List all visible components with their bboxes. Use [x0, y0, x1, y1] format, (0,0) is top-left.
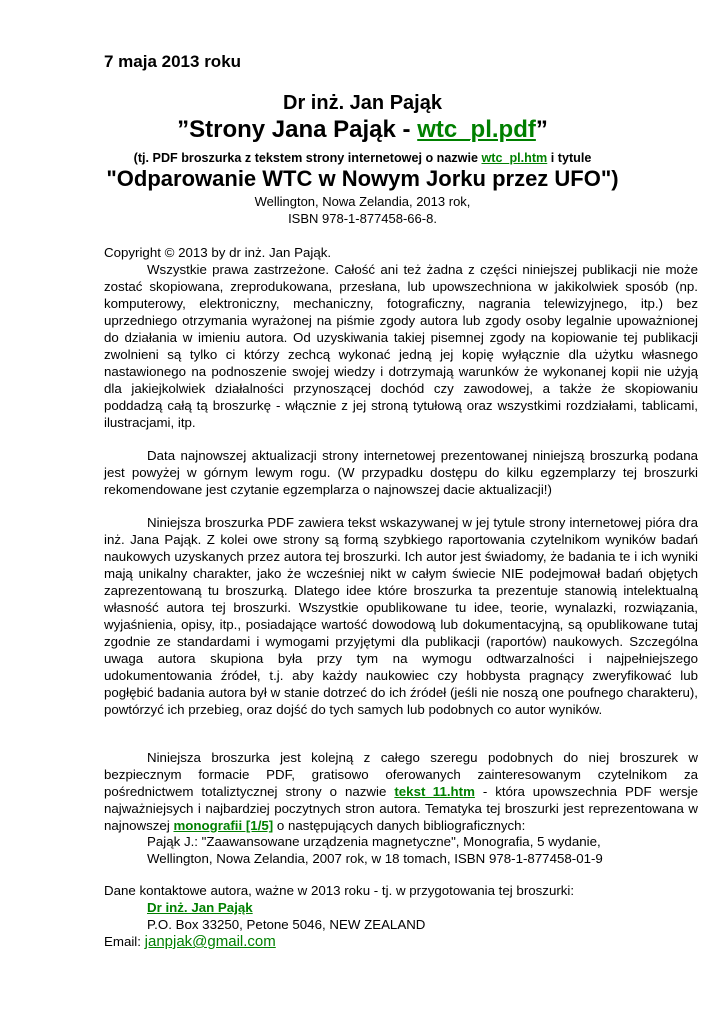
copyright-line: Copyright © 2013 by dr inż. Jan Pająk.	[104, 245, 332, 260]
document-title	[60, 116, 665, 144]
document-subtitle	[60, 151, 665, 165]
contact-address: P.O. Box 33250, Petone 5046, NEW ZEALAND	[147, 917, 426, 932]
email-label: Email:	[104, 934, 145, 949]
monografia-link[interactable]: monografii [1/5]	[173, 818, 274, 833]
subtitle-htm-link[interactable]: wtc_pl.htm	[481, 151, 548, 165]
series-text-3: o następujących danych bibliograficznych:	[273, 818, 526, 833]
author-name-link[interactable]: Dr inż. Jan Pająk	[147, 900, 253, 915]
copyright-text: Wszystkie prawa zastrzeżone. Całość ani też żadna z części niniejszej publikacji nie może zostać skopiowana, zreprodukowana, przesłana, lub upowszechniona w jakikolwiek sposób (np. komputerowy, elektroniczny, mechaniczny, fotograficzny, nagrania telewizyjnego, itp.) bez uprzedniego otrzymania wyrażonej na piśmie zgody autora lub zgody osoby legalnie upoważnionej do działania w imieniu autora. Od uzyskiwania takiej pisemnej zgody na kopiowanie tej publikacji zwolnieni są tylko ci którzy zechcą wykonać jedną jej kopię wyłącznie dla użytku własnego nastawionego na podnoszenie swojej wiedzy i dotrzymają warunków że wykonanej kopii nie użyją dla jakiejkolwiek działalności przynoszącej dochód czy zawodowej, a także że skopiowaniu poddadzą całą tą broszurkę - włącznie z jej stroną tytułową oraz wszystkimi rozdziałami, tablicami, ilustracjami, itp.	[104, 262, 698, 430]
email-link[interactable]: janpjak@gmail.com	[144, 933, 276, 950]
subtitle-suffix: i tytule	[547, 151, 592, 165]
publication-place: Wellington, Nowa Zelandia, 2013 rok,	[254, 194, 471, 209]
paragraph-content: Niniejsza broszurka PDF zawiera tekst wskazywanej w jej tytule strony internetowej pióra dra inż. Jana Pająk. Z kolei owe strony są formą szybkiego raportowania czytelnikom wyników badań naukowych uzyskanych przez autora tej broszurki. Ich autor jest świadomy, że badania te i ich wyniki mają unikalny charakter, jako że wcześniej nikt w całym świecie NIE podejmował badań objętych zaprezentowaną tu broszurką. Dlatego idee które broszurka ta prezentuje stanowią intelektualną własność autora tej broszurki. Wszystkie opublikowane tu idee, teorie, wynalazki, rozwiązania, wyjaśnienia, opisy, itp., posiadające wartość dowodową lub dokumentacyjną, są opublikowane tutaj zgodnie ze standardami i wymogami przyjętymi dla publikacji (raportów) naukowych. Szczególna uwaga autora skupiona była przy tym na wymogu odtwarzalności i najpełniejszego udokumentowania źródeł, t.j. aby każdy naukowiec czy hobbysta pragnący zweryfikować lub pogłębić badania autora był w stanie dotrzeć do ich źródeł (jeśli nie noszą one poufnego charakteru), powtórzyć ich przebieg, oraz dojść do tych samych lub podobnych co autor wyników.	[104, 515, 698, 717]
title-pdf-link[interactable]: wtc_pl.pdf	[417, 116, 536, 143]
tekst-11-link[interactable]: tekst_11.htm	[394, 784, 475, 799]
publication-isbn: ISBN 978-1-877458-66-8.	[288, 211, 437, 226]
document-date: 7 maja 2013 roku	[104, 52, 242, 71]
bibliography-entry	[147, 833, 707, 867]
publication-info	[60, 193, 665, 227]
series-text-1: Niniejsza broszurka jest kolejną z całego szeregu podobnych do niej broszurek w bezpiecznym formacie PDF, gratisowo oferowanych zainteresowanym czytelnikom za pośrednictwem totaliztycznej strony o nazwie	[104, 750, 698, 799]
paragraph-series	[104, 749, 698, 834]
title-prefix: ”Strony Jana Pająk -	[177, 116, 418, 143]
contact-details	[147, 899, 707, 933]
author-heading: Dr inż. Jan Pająk	[283, 92, 442, 114]
contact-email-line	[104, 933, 698, 950]
copyright-section	[104, 244, 698, 431]
series-text-2: - która upowszechnia PDF wersje najważniejsych i najbardziej poczytnych stron autora. Tematyka tej broszurki jest reprezentowana w najnowszej	[104, 784, 699, 833]
contact-intro: Dane kontaktowe autora, ważne w 2013 roku - tj. w przygotowania tej broszurki:	[104, 883, 575, 898]
subtitle-prefix: (tj. PDF broszurka z tekstem strony internetowej o nazwie	[133, 151, 482, 165]
paragraph-update: Data najnowszej aktualizacji strony internetowej prezentowanej niniejszą broszurką podana jest powyżej w górnym lewym rogu. (W przypadku dostępu do kilku egzemplarzy tej broszurki rekomendowane jest czytanie egzemplarza o najnowszej dacie aktualizacji!)	[104, 448, 698, 497]
bibliography-line-2: Wellington, Nowa Zelandia, 2007 rok, w 18 tomach, ISBN 978-1-877458-01-9	[147, 851, 603, 866]
page-topic-title: "Odparowanie WTC w Nowym Jorku przez UFO")	[106, 166, 619, 191]
title-suffix: ”	[535, 116, 548, 143]
bibliography-line-1: Pająk J.: "Zaawansowane urządzenia magnetyczne", Monografia, 5 wydanie,	[147, 834, 601, 849]
